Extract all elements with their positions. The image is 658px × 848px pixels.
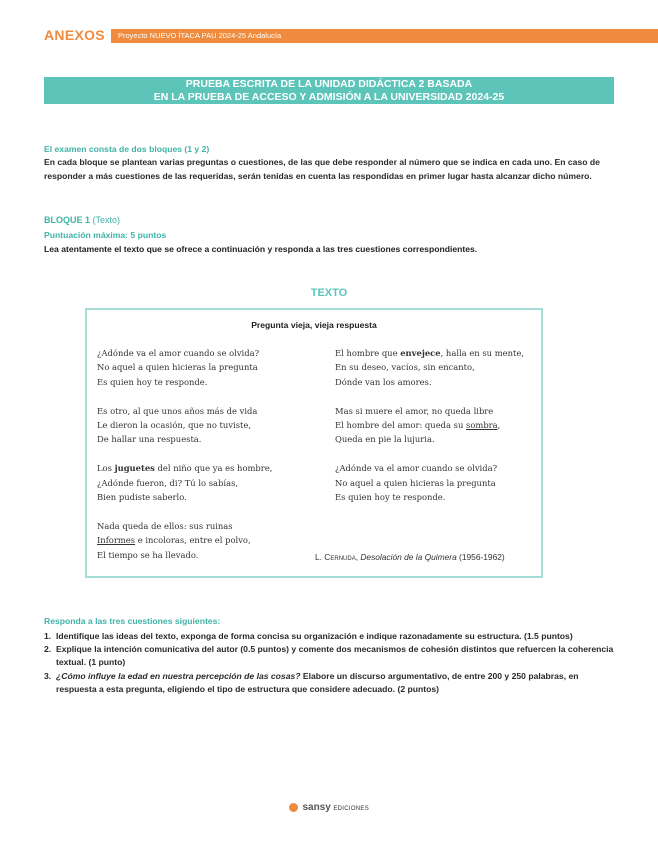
poem-line — [97, 533, 322, 547]
poem-line: ¿Adónde va el amor cuando se olvida? — [335, 463, 498, 474]
poem-stanza — [97, 404, 322, 447]
poem-stanza — [335, 346, 540, 389]
questions-heading: Responda a las tres cuestiones siguientes: — [44, 616, 221, 626]
poem-stanza — [97, 519, 322, 562]
poem-stanza — [335, 404, 540, 447]
bloque-label: BLOQUE 1 — [44, 215, 91, 225]
poem-text: del niño que ya es hombre, — [154, 463, 273, 474]
poem-underlined-word: Informes — [97, 535, 136, 546]
question-text-rest: Elabore un discurso argumentativo, de entre 200 y 250 palabras, en respuesta a esta pregunta, eligiendo el tipo de estructura que considere adecuado. (2 puntos) — [56, 670, 579, 694]
poem-column-right — [335, 346, 540, 519]
intro-heading: El examen consta de dos bloques (1 y 2) — [44, 144, 210, 154]
exam-title-line1: PRUEBA ESCRITA DE LA UNIDAD DIDÁCTICA 2 BASADA — [185, 78, 473, 90]
poem-line: No aquel a quien hicieras la pregunta — [335, 477, 496, 488]
question-number: 1. — [44, 631, 52, 641]
poem-line: Le dieron la ocasión, que no tuviste, — [97, 420, 251, 431]
texto-label: TEXTO — [310, 287, 348, 299]
poem-text: , halla en su mente, — [440, 348, 524, 358]
attribution-separator: , — [355, 552, 361, 562]
max-score: Puntuación máxima: 5 puntos — [44, 230, 167, 240]
poem-line: Es otro, al que unos años más de vida — [97, 405, 258, 416]
poem-underlined-word: sombra — [466, 420, 498, 431]
question-item — [44, 670, 616, 696]
question-number: 3. — [44, 670, 52, 681]
poem-line: Bien pudiste saberlo. — [97, 492, 187, 503]
question-item — [44, 630, 616, 643]
publisher-brand: sansy — [302, 802, 331, 813]
poem-line: ¿Adónde va el amor cuando se olvida? — [97, 348, 260, 358]
poem-line — [335, 346, 540, 360]
question-number: 2. — [44, 644, 52, 655]
publisher-logo-icon — [289, 803, 298, 812]
question-item — [44, 643, 616, 669]
poem-line: ¿Adónde fueron, di? Tú lo sabías, — [97, 477, 239, 488]
poem-text: Los — [97, 463, 115, 474]
poem-line — [335, 418, 540, 432]
bloque-instruction: Lea atentamente el texto que se ofrece a continuación y responda a las tres cuestiones correspondientes. — [44, 244, 478, 254]
poem-bold-word: juguetes — [114, 463, 155, 474]
poem-line: Mas si muere el amor, no queda libre — [335, 405, 494, 416]
poem-text: El hombre que — [335, 348, 401, 358]
poem-column-left — [97, 346, 322, 576]
poem-line: Queda en pie la lujuria. — [335, 434, 435, 445]
poem-line: Es quien hoy te responde. — [335, 492, 446, 503]
poem-stanza — [97, 346, 322, 389]
poem-stanza — [335, 461, 540, 504]
questions-list — [44, 630, 616, 696]
poem-line: El tiempo se ha llevado. — [97, 549, 199, 560]
poem-text: , — [497, 420, 501, 431]
poem-text: e incoloras, entre el polvo, — [135, 535, 251, 546]
question-text: Explique la intención comunicativa del autor (0.5 puntos) y comente dos mecanismos de cohesión distintos que refuercen la coherencia textual. (1 punto) — [56, 644, 614, 668]
poem-line: Es quien hoy te responde. — [97, 376, 208, 387]
publisher-footer — [0, 802, 658, 813]
poem-line: Dónde van los amores. — [335, 376, 432, 387]
bloque-heading — [44, 214, 616, 228]
exam-title-line2: EN LA PRUEBA DE ACCESO Y ADMISIÓN A LA UNIVERSIDAD 2024-25 — [153, 90, 505, 103]
poem-box — [85, 308, 543, 578]
exam-title-banner — [44, 77, 614, 104]
project-subtitle: Proyecto NUEVO ÍTACA PAU 2024-25 Andalucía — [118, 31, 282, 40]
section-title: ANEXOS — [0, 26, 111, 45]
poem-stanza — [97, 461, 322, 504]
poem-attribution — [315, 552, 505, 562]
work-years: (1956-1962) — [456, 552, 505, 562]
intro-body: En cada bloque se plantean varias preguntas o cuestiones, de las que debe responder al número que se indica en cada uno. En caso de responder a más cuestiones de las requeridas, serán tenidas en cuenta las respondidas en primer lugar hasta alcanzar dicho número. — [44, 157, 600, 181]
question-italic-prompt: ¿Cómo influye la edad en nuestra percepción de las cosas? — [56, 670, 301, 681]
poem-line: En su deseo, vacíos, sin encanto, — [335, 362, 475, 373]
poem-title: Pregunta vieja, vieja respuesta — [251, 320, 377, 330]
header-bar — [0, 29, 658, 43]
poem-text: El hombre del amor: queda su — [335, 420, 467, 431]
author-name: L. Cernuda — [315, 552, 356, 562]
question-text — [56, 670, 616, 696]
question-text: Identifique las ideas del texto, exponga de forma concisa su organización e indique razonadamente su estructura. (1.5 puntos) — [56, 631, 573, 641]
work-title: Desolación de la Quimera — [360, 552, 457, 562]
poem-bold-word: envejece — [400, 348, 441, 358]
poem-line — [97, 461, 322, 475]
poem-line: Nada queda de ellos: sus ruinas — [97, 520, 233, 531]
poem-line: No aquel a quien hicieras la pregunta — [97, 362, 258, 373]
poem-line: De hallar una respuesta. — [97, 434, 202, 445]
publisher-brand-sub: EDICIONES — [333, 806, 370, 812]
bloque-type: (Texto) — [92, 215, 121, 225]
